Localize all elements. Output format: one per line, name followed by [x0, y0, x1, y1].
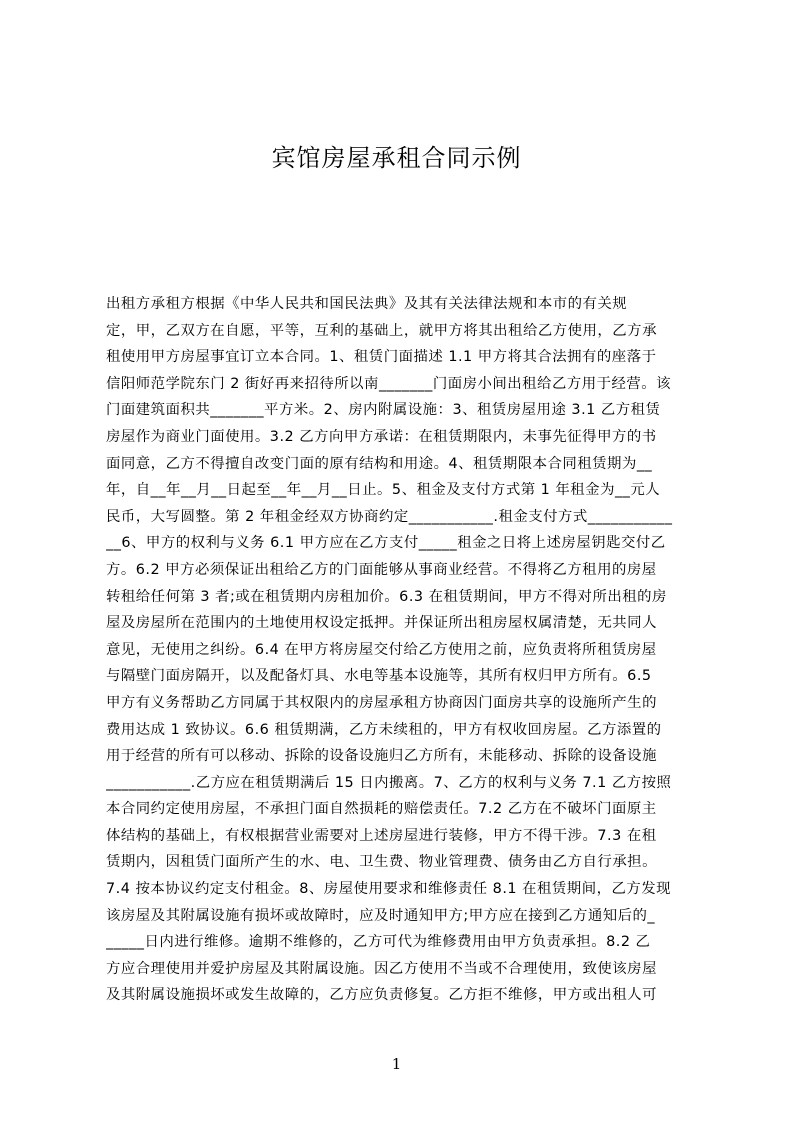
body-line: 转租给任何第 3 者;或在租赁期内房租加价。6.3 在租赁期间，甲方不得对所出租的房: [106, 588, 667, 605]
body-line: 该房屋及其附属设施有损坏或故障时，应及时通知甲方;甲方应在接到乙方通知后的_: [106, 907, 656, 924]
contract-body: [106, 291, 698, 1009]
body-line: 方。6.2 甲方必须保证出租给乙方的门面能够从事商业经营。不得将乙方租用的房屋: [106, 561, 657, 578]
body-line: 意见，无使用之纠纷。6.4 在甲方将房屋交付给乙方使用之前，应负责将所租赁房屋: [106, 641, 657, 658]
body-line: 面同意，乙方不得擅自改变门面的原有结构和用途。4、租赁期限本合同租赁期为__: [106, 455, 653, 472]
body-line: 及其附属设施损坏或发生故障的，乙方应负责修复。乙方拒不维修，甲方或出租人可: [106, 987, 657, 1004]
body-line: 方应合理使用并爱护房屋及其附属设施。因乙方使用不当或不合理使用，致使该房屋: [106, 960, 657, 977]
body-line: 体结构的基础上，有权根据营业需要对上述房屋进行装修，甲方不得干涉。7.3 在租: [106, 827, 657, 844]
document-title: 宾馆房屋承租合同示例: [271, 144, 522, 172]
body-line: 租使用甲方房屋事宜订立本合同。1、租赁门面描述 1.1 甲方将其合法拥有的座落于: [106, 349, 657, 366]
body-line: 屋及房屋所在范围内的土地使用权设定抵押。并保证所出租房屋权属清楚，无共同人: [106, 615, 657, 632]
body-line: 7.4 按本协议约定支付租金。8、房屋使用要求和维修责任 8.1 在租赁期间，乙方发现: [106, 881, 672, 898]
body-line: 民币，大写圆整。第 2 年租金经双方协商约定___________.租金支付方式___________: [106, 508, 673, 525]
body-line: 出租方承租方根据《中华人民共和国民法典》及其有关法律法规和本市的有关规: [106, 296, 628, 312]
body-line: __6、甲方的权利与义务 6.1 甲方应在乙方支付_____租金之日将上述房屋钥匙交付乙: [106, 535, 666, 552]
body-line: 信阳师范学院东门 2 街好再来招待所以南_______门面房小间出租给乙方用于经营。该: [106, 375, 672, 392]
body-line: 本合同约定使用房屋，不承担门面自然损耗的赔偿责任。7.2 乙方在不破坏门面原主: [106, 801, 657, 818]
body-line: ___________.乙方应在租赁期满后 15 日内搬离。7、乙方的权利与义务 7.1 乙方按照: [106, 774, 672, 791]
body-line: 门面建筑面积共_______平方米。2、房内附属设施：3、租赁房屋用途 3.1 乙方租赁: [106, 402, 661, 419]
body-line: 费用达成 1 致协议。6.6 租赁期满，乙方未续租的，甲方有权收回房屋。乙方添置的: [106, 721, 662, 738]
body-line: 赁期内，因租赁门面所产生的水、电、卫生费、物业管理费、债务由乙方自行承担。: [106, 854, 657, 871]
body-line: 定，甲，乙双方在自愿，平等，互利的基础上，就甲方将其出租给乙方使用，乙方承: [106, 322, 657, 339]
body-line: 与隔壁门面房隔开，以及配备灯具、水电等基本设施等，其所有权归甲方所有。6.5: [106, 668, 652, 685]
body-line: 年，自__年__月__日起至__年__月__日止。5、租金及支付方式第 1 年租金为__元人: [106, 482, 661, 499]
body-line: 用于经营的所有可以移动、拆除的设备设施归乙方所有，未能移动、拆除的设备设施: [106, 748, 657, 765]
body-line: _____日内进行维修。逾期不维修的，乙方可代为维修费用由甲方负责承担。8.2 乙: [106, 934, 651, 951]
body-line: 甲方有义务帮助乙方同属于其权限内的房屋承租方协商因门面房共享的设施所产生的: [106, 694, 657, 711]
body-line: 房屋作为商业门面使用。3.2 乙方向甲方承诺：在租赁期限内，未事先征得甲方的书: [106, 428, 657, 445]
page-number: 1: [391, 1055, 402, 1073]
